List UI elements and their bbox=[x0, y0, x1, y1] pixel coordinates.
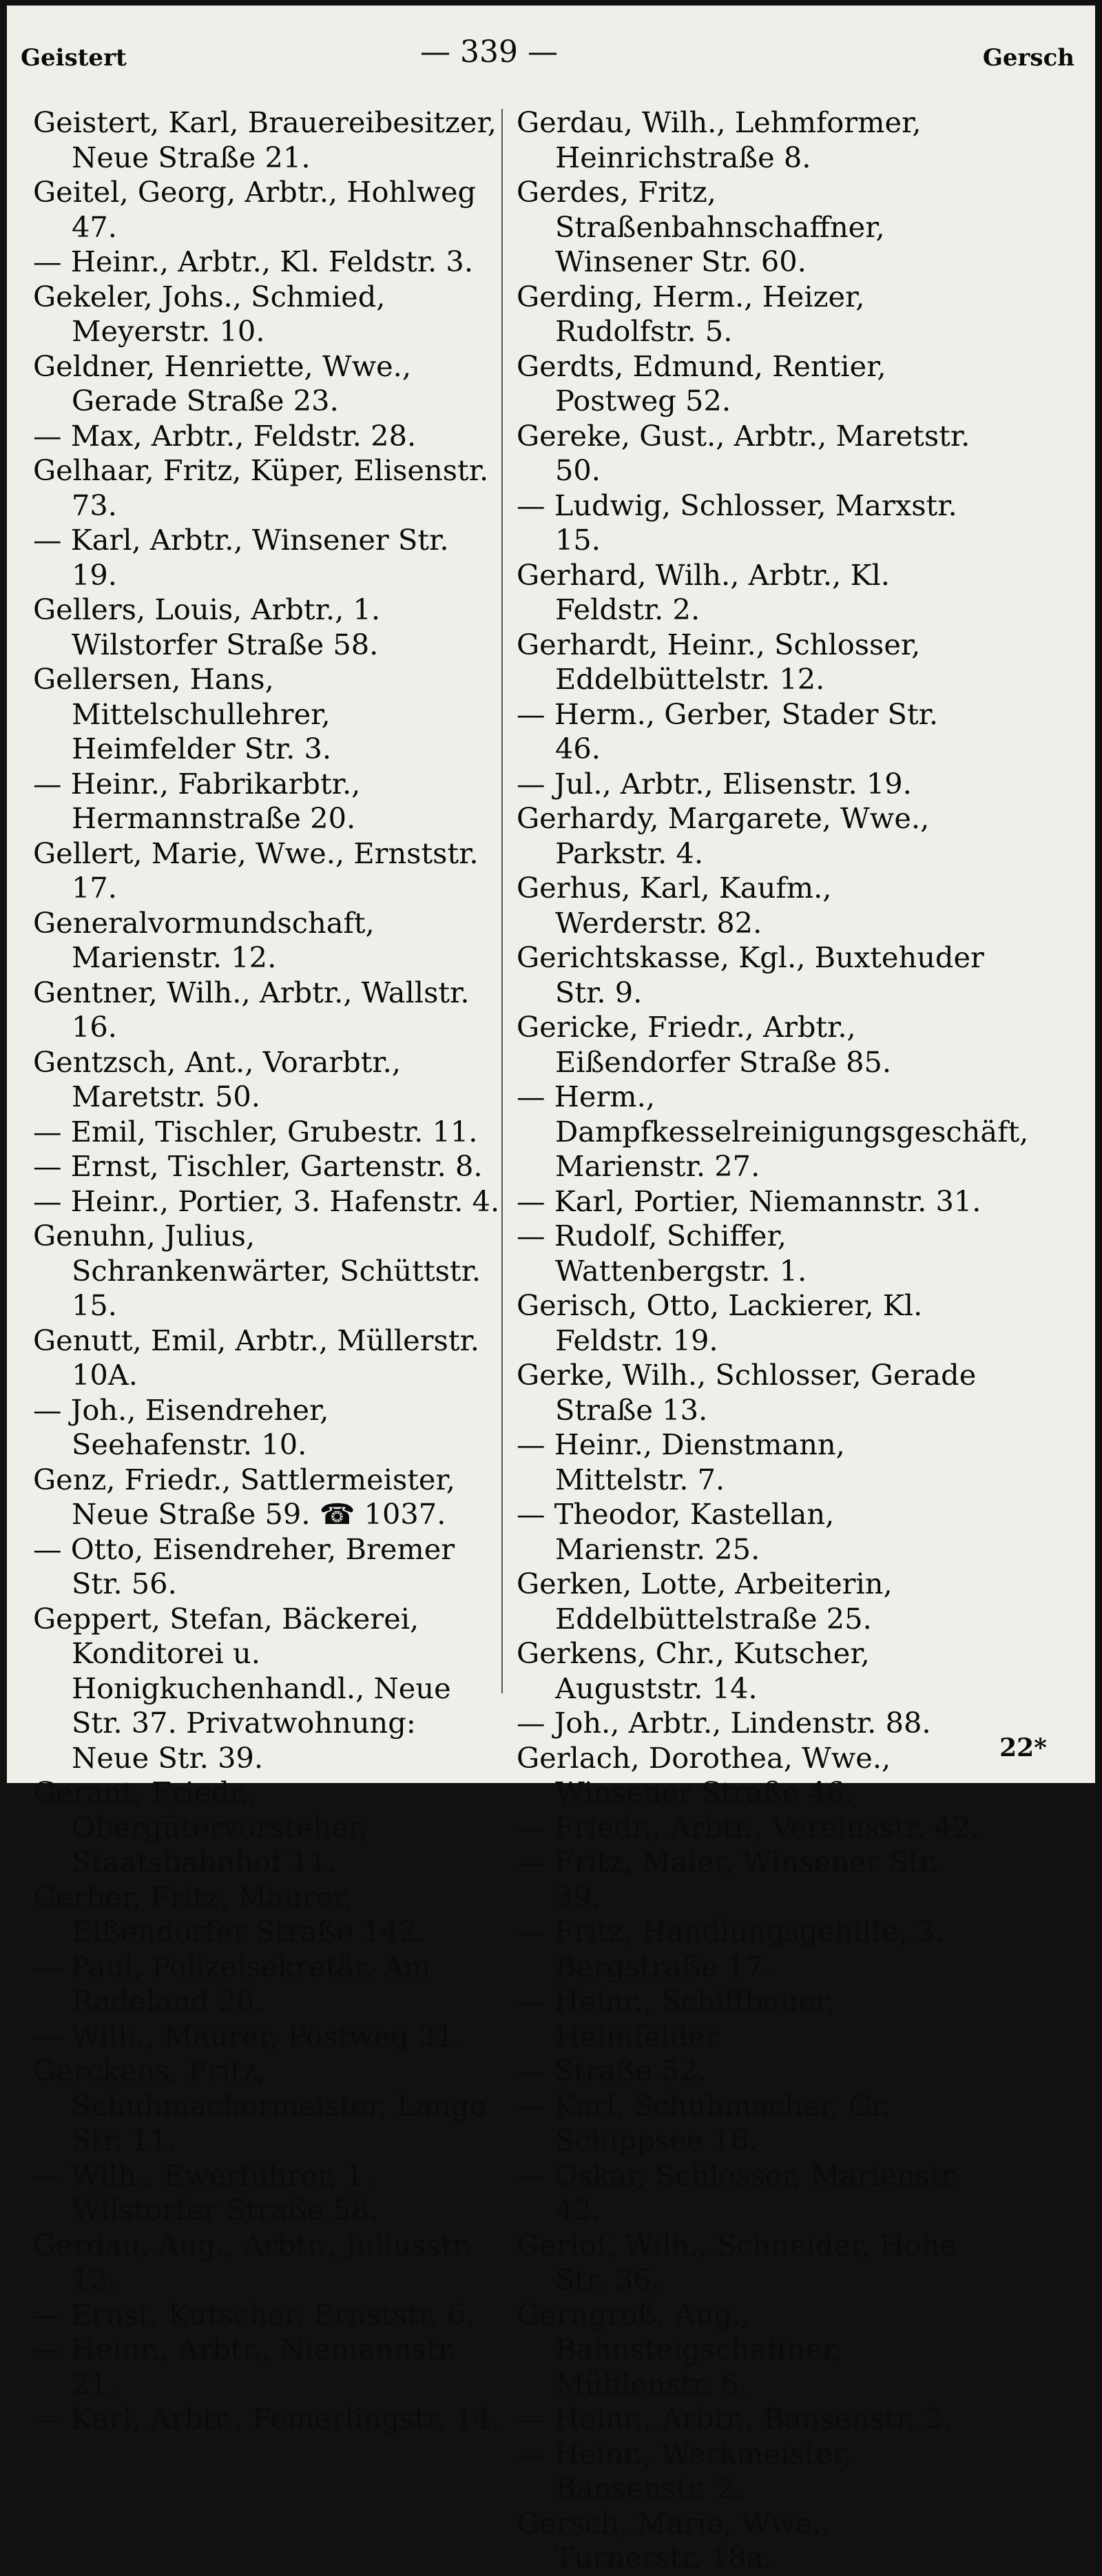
directory-entry: — Fritz, Maler, Winsener Str. 39. bbox=[517, 1845, 939, 1914]
directory-entry: Gerhard, Wilh., Arbtr., Kl. Feldstr. 2. bbox=[517, 557, 890, 626]
directory-entry: — Heinr., Schiffbauer, Heimfelder bbox=[517, 1984, 835, 2053]
directory-entry: — Heinr., Arbtr., Kl. Feldstr. 3. bbox=[33, 245, 474, 278]
directory-entry: Gellert, Marie, Wwe., Ernststr. 17. bbox=[33, 836, 479, 905]
directory-entry: Gerckens, Fritz, Schuhmachermeister, Lange Str. 11. bbox=[33, 2054, 486, 2157]
directory-entry: Gelhaar, Fritz, Küper, Elisenstr. 73. bbox=[33, 453, 489, 522]
directory-entry: — Heinr., Werkmeister, Bansenstr. 2. bbox=[517, 2436, 853, 2505]
directory-entry: Gericke, Friedr., Arbtr., Eißendorfer Straße 85. bbox=[517, 1010, 892, 1079]
directory-entry: Gerber, Fritz, Maurer, Eißendorfer Straße 142. bbox=[33, 1879, 426, 1948]
directory-entry: — Fritz, Handlungsgehilfe, 3. Bergstraße 17. bbox=[517, 1915, 944, 1983]
directory-entry: Gerlof, Wilh., Schneider, Hohe Str. 36. bbox=[517, 2227, 957, 2296]
directory-entry: Gerichtskasse, Kgl., Buxtehuder Str. 9. bbox=[517, 940, 984, 1009]
directory-entry: — Paul, Polizeisekretär, Am Radeland 26. bbox=[33, 1949, 431, 2018]
directory-entry: — Joh., Arbtr., Lindenstr. 88. bbox=[517, 1706, 931, 1740]
directory-entry: — Heinr., Portier, 3. Hafenstr. 4. bbox=[33, 1184, 500, 1218]
directory-entry: Gerken, Lotte, Arbeiterin, Eddelbüttelstraße 25. bbox=[517, 1567, 893, 1636]
directory-entry: Gerke, Wilh., Schlosser, Gerade Straße 13. bbox=[517, 1358, 977, 1427]
directory-entry: Gellersen, Hans, Mittelschullehrer, Heimfelder Str. 3. bbox=[33, 662, 332, 765]
directory-entry: Genz, Friedr., Sattlermeister, Neue Straße 59. ☎ 1037. bbox=[33, 1462, 455, 1531]
directory-entry: — Karl, Portier, Niemannstr. 31. bbox=[517, 1184, 981, 1218]
directory-entry: — Straße 52. bbox=[517, 2054, 707, 2088]
directory-entry: — Karl, Arbtr., Winsener Str. 19. bbox=[33, 523, 449, 592]
directory-entry: Gerhus, Karl, Kaufm., Werderstr. 82. bbox=[517, 871, 832, 940]
directory-entry: Geppert, Stefan, Bäckerei, Konditorei u. Honigkuchenhandl., Neue Str. 37. Privatwohnung: Neue Str. 39. bbox=[33, 1601, 451, 1775]
header-left-guide-word: Geistert bbox=[21, 44, 127, 72]
sheet-signature: 22* bbox=[999, 1733, 1047, 1762]
directory-page bbox=[7, 6, 1095, 2575]
directory-entry: Gentzsch, Ant., Vorarbtr., Maretstr. 50. bbox=[33, 1044, 402, 1113]
header-right-guide-word: Gersch bbox=[982, 44, 1074, 72]
directory-entry: Gekeler, Johs., Schmied, Meyerstr. 10. bbox=[33, 279, 386, 348]
directory-entry: Generalvormundschaft, Marienstr. 12. bbox=[33, 905, 375, 974]
directory-entry: — Herm., Dampfkesselreinigungsgeschäft, Marienstr. 27. bbox=[517, 1080, 1029, 1183]
directory-entry: — Otto, Eisendreher, Bremer Str. 56. bbox=[33, 1532, 455, 1600]
directory-entry: Gerhardy, Margarete, Wwe., Parkstr. 4. bbox=[517, 801, 930, 870]
directory-entry: Gerhardt, Heinr., Schlosser, Eddelbüttelstr. 12. bbox=[517, 627, 921, 696]
directory-entry: — Theodor, Kastellan, Marienstr. 25. bbox=[517, 1497, 835, 1566]
left-column bbox=[33, 105, 501, 2437]
page-number: — 339 — bbox=[420, 34, 558, 70]
directory-entry: — Karl, Schuhmacher, Gr. Schippsee 16. bbox=[517, 2088, 891, 2157]
directory-entry: Geitel, Georg, Arbtr., Hohlweg 47. bbox=[33, 175, 477, 244]
directory-entry: Gerkens, Chr., Kutscher, Auguststr. 14. bbox=[517, 1636, 870, 1705]
directory-entry: — Herm., Gerber, Stader Str. 46. bbox=[517, 697, 939, 765]
directory-entry: — Emil, Tischler, Grubestr. 11. bbox=[33, 1114, 478, 1148]
directory-entry: — Heinr., Arbtr., Bansenstr. 2. bbox=[517, 2402, 952, 2435]
directory-entry: Gereke, Gust., Arbtr., Maretstr. 50. bbox=[517, 418, 970, 487]
directory-entry: Geistert, Karl, Brauereibesitzer, Neue Straße 21. bbox=[33, 105, 497, 174]
page-header bbox=[7, 34, 1095, 83]
directory-entry: Gerlach, Dorothea, Wwe., Winsener Straße 46. bbox=[517, 1740, 891, 1809]
directory-entry: Gellers, Louis, Arbtr., 1. Wilstorfer Straße 58. bbox=[33, 593, 381, 661]
directory-entry: — Friedr., Arbtr., Vereinsstr. 42. bbox=[517, 1810, 980, 1844]
directory-entry: Geldner, Henriette, Wwe., Gerade Straße 23. bbox=[33, 349, 412, 418]
directory-entry: Genuhn, Julius, Schrankenwärter, Schüttstr. 15. bbox=[33, 1219, 481, 1322]
directory-entry: — Wilh., Ewerführer, 1. Wilstorfer Straße 58. bbox=[33, 2158, 379, 2227]
directory-entry: Genutt, Emil, Arbtr., Müllerstr. 10A. bbox=[33, 1323, 479, 1392]
directory-entry: — Joh., Eisendreher, Seehafenstr. 10. bbox=[33, 1392, 329, 1461]
directory-entry: Gentner, Wilh., Arbtr., Wallstr. 16. bbox=[33, 975, 470, 1044]
directory-entry: — Jul., Arbtr., Elisenstr. 19. bbox=[517, 766, 912, 801]
directory-entry: — Heinr., Arbtr., Niemannstr. 21. bbox=[33, 2332, 458, 2401]
directory-entry: — Ludwig, Schlosser, Marxstr. 15. bbox=[517, 488, 957, 557]
directory-entry: — Ernst, Tischler, Gartenstr. 8. bbox=[33, 1149, 483, 1183]
directory-entry: Gerdau, Wilh., Lehmformer, Heinrichstraße 8. bbox=[517, 105, 922, 174]
directory-entry: — Rudolf, Schiffer, Wattenbergstr. 1. bbox=[517, 1219, 807, 1288]
directory-entry: Gerding, Herm., Heizer, Rudolfstr. 5. bbox=[517, 279, 865, 348]
column-divider bbox=[501, 109, 503, 1693]
directory-entry: — Heinr., Fabrikarbtr., Hermannstraße 20. bbox=[33, 766, 361, 835]
directory-entry: — Ernst, Kutscher, Ernststr. 6. bbox=[33, 2297, 475, 2331]
directory-entry: Gerdes, Fritz, Straßenbahnschaffner, Winsener Str. 60. bbox=[517, 175, 885, 278]
directory-entry: — Heinr., Dienstmann, Mittelstr. 7. bbox=[517, 1428, 845, 1496]
directory-entry: Gerngroß, Aug., Bahnsteigschaffner, Mühlenstr. 6. bbox=[517, 2297, 842, 2401]
directory-entry: Gerdau, Aug., Arbtr., Juliusstr. 12. bbox=[33, 2227, 472, 2296]
directory-entry: — Wilh., Maurer, Postweg 31. bbox=[33, 2019, 464, 2053]
directory-entry: Gersch, Marie, Wwe., Turnerstr. 18a. bbox=[517, 2506, 831, 2575]
directory-entry: Gerisch, Otto, Lackierer, Kl. Feldstr. 19. bbox=[517, 1288, 923, 1357]
directory-entry: — Oskar, Schlosser, Marienstr. 42. bbox=[517, 2158, 961, 2227]
directory-entry: Gerdts, Edmund, Rentier, Postweg 52. bbox=[517, 349, 886, 418]
directory-entry: — Max, Arbtr., Feldstr. 28. bbox=[33, 418, 417, 453]
directory-entry: — Karl, Arbtr., Femerlingstr. 14. bbox=[33, 2402, 501, 2435]
directory-entry: Gerant, Friedr., Obergütervorsteher, Staatsbahnhof 11. bbox=[33, 1775, 368, 1879]
